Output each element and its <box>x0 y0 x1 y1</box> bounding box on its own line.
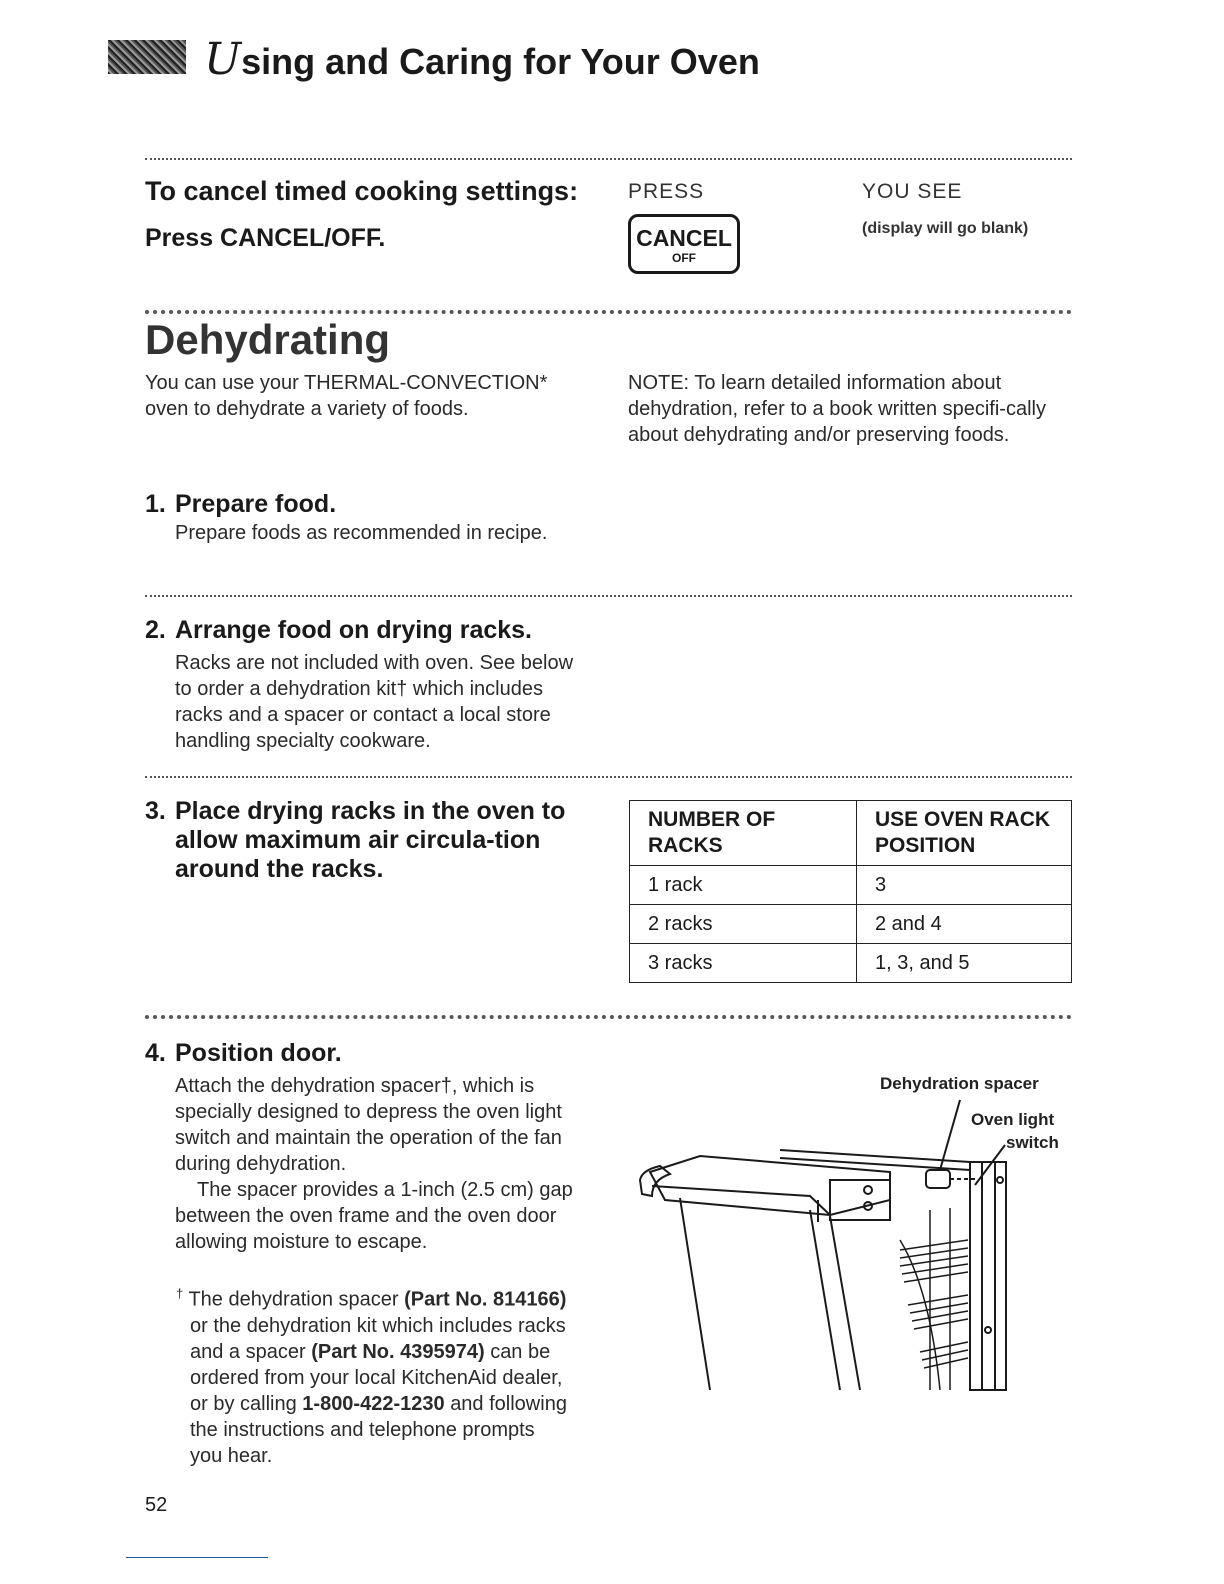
note-label: NOTE: <box>628 372 690 394</box>
rack-position-table <box>629 800 1072 983</box>
header-logo <box>108 40 186 74</box>
table-row <box>630 944 1072 983</box>
table-row <box>630 866 1072 905</box>
page-number: 52 <box>145 1494 168 1516</box>
step-1-text: Prepare foods as recommended in recipe. <box>175 522 548 544</box>
step-2-title: 2. Arrange food on drying racks. <box>145 616 533 644</box>
table-cell: 2 racks <box>630 905 857 944</box>
table-cell: 2 and 4 <box>857 905 1072 944</box>
note-text: To learn detailed information about dehydration, refer to a book written specifi-cally about dehydrating and/or preserving foods. <box>628 372 1046 446</box>
header-title-initial: U <box>204 34 242 85</box>
cancel-key-top: CANCEL <box>636 225 732 251</box>
figure-label-switch: Oven light <box>971 1110 1055 1129</box>
divider <box>145 776 1072 778</box>
step-4-title: 4. Position door. <box>145 1039 342 1067</box>
cancel-heading: To cancel timed cooking settings: <box>145 176 579 206</box>
step-1-title: 1. Prepare food. <box>145 490 337 518</box>
table-cell: 1 rack <box>630 866 857 905</box>
note-block <box>628 370 1072 448</box>
table-header: USE OVEN RACK POSITION <box>857 801 1072 866</box>
intro-text: You can use your THERMAL-CONVECTION* oven to dehydrate a variety of foods. <box>145 372 548 420</box>
divider <box>145 310 1072 314</box>
section-title: Dehydrating <box>145 316 391 363</box>
table-header: NUMBER OF RACKS <box>630 801 857 866</box>
drying-racks <box>900 1208 968 1390</box>
step-2-text: Racks are not included with oven. See below to order a dehydration kit† which includes racks and a spacer or contact a local store handling specialty cookware. <box>175 652 574 752</box>
cancel-instruction: Press CANCEL/OFF. <box>145 224 386 252</box>
cancel-off-key <box>628 214 740 274</box>
divider <box>145 158 1072 160</box>
door-edge-right <box>830 1216 860 1390</box>
step-3-title: 3. Place drying racks in the oven to allow maximum air circula-tion around the racks. <box>145 797 566 883</box>
table-cell: 3 racks <box>630 944 857 983</box>
bottom-rule <box>126 1557 268 1558</box>
display-text: (display will go blank) <box>862 220 1029 237</box>
footnote: † The dehydration spacer (Part No. 814166) or the dehydration kit which includes racks and a spacer (Part No. 4395974) can be ordered from your local KitchenAid dealer, or by calling 1-800-422-1230 and following the instructions and telephone prompts you hear. <box>176 1286 567 1467</box>
step-4-text: Attach the dehydration spacer†, which is specially designed to depress the oven light switch and maintain the operation of the fan during dehydration. <box>175 1075 562 1175</box>
figure-label-spacer: Dehydration spacer <box>880 1074 1039 1093</box>
step-4-text-2: The spacer provides a 1-inch (2.5 cm) gap between the oven frame and the oven door allowing moisture to escape. <box>175 1179 573 1253</box>
leader-line-switch <box>975 1145 1005 1185</box>
cancel-key-bottom: OFF <box>672 251 696 265</box>
figure-label-switch-2: switch <box>1006 1133 1059 1152</box>
door-handle <box>650 1156 890 1215</box>
oven-door-illustration <box>630 1090 1080 1400</box>
door-edge-left <box>680 1198 710 1390</box>
divider <box>145 1015 1072 1019</box>
page-header-title <box>204 34 760 85</box>
table-header-row <box>630 801 1072 866</box>
press-label: PRESS <box>628 180 705 203</box>
you-see-label: YOU SEE <box>862 180 963 203</box>
table-cell: 3 <box>857 866 1072 905</box>
dehydration-spacer <box>926 1170 950 1188</box>
table-cell: 1, 3, and 5 <box>857 944 1072 983</box>
oven-frame <box>970 1162 1006 1390</box>
table-row <box>630 905 1072 944</box>
divider <box>145 595 1072 597</box>
header-title-rest: sing and Caring for Your Oven <box>241 41 760 82</box>
